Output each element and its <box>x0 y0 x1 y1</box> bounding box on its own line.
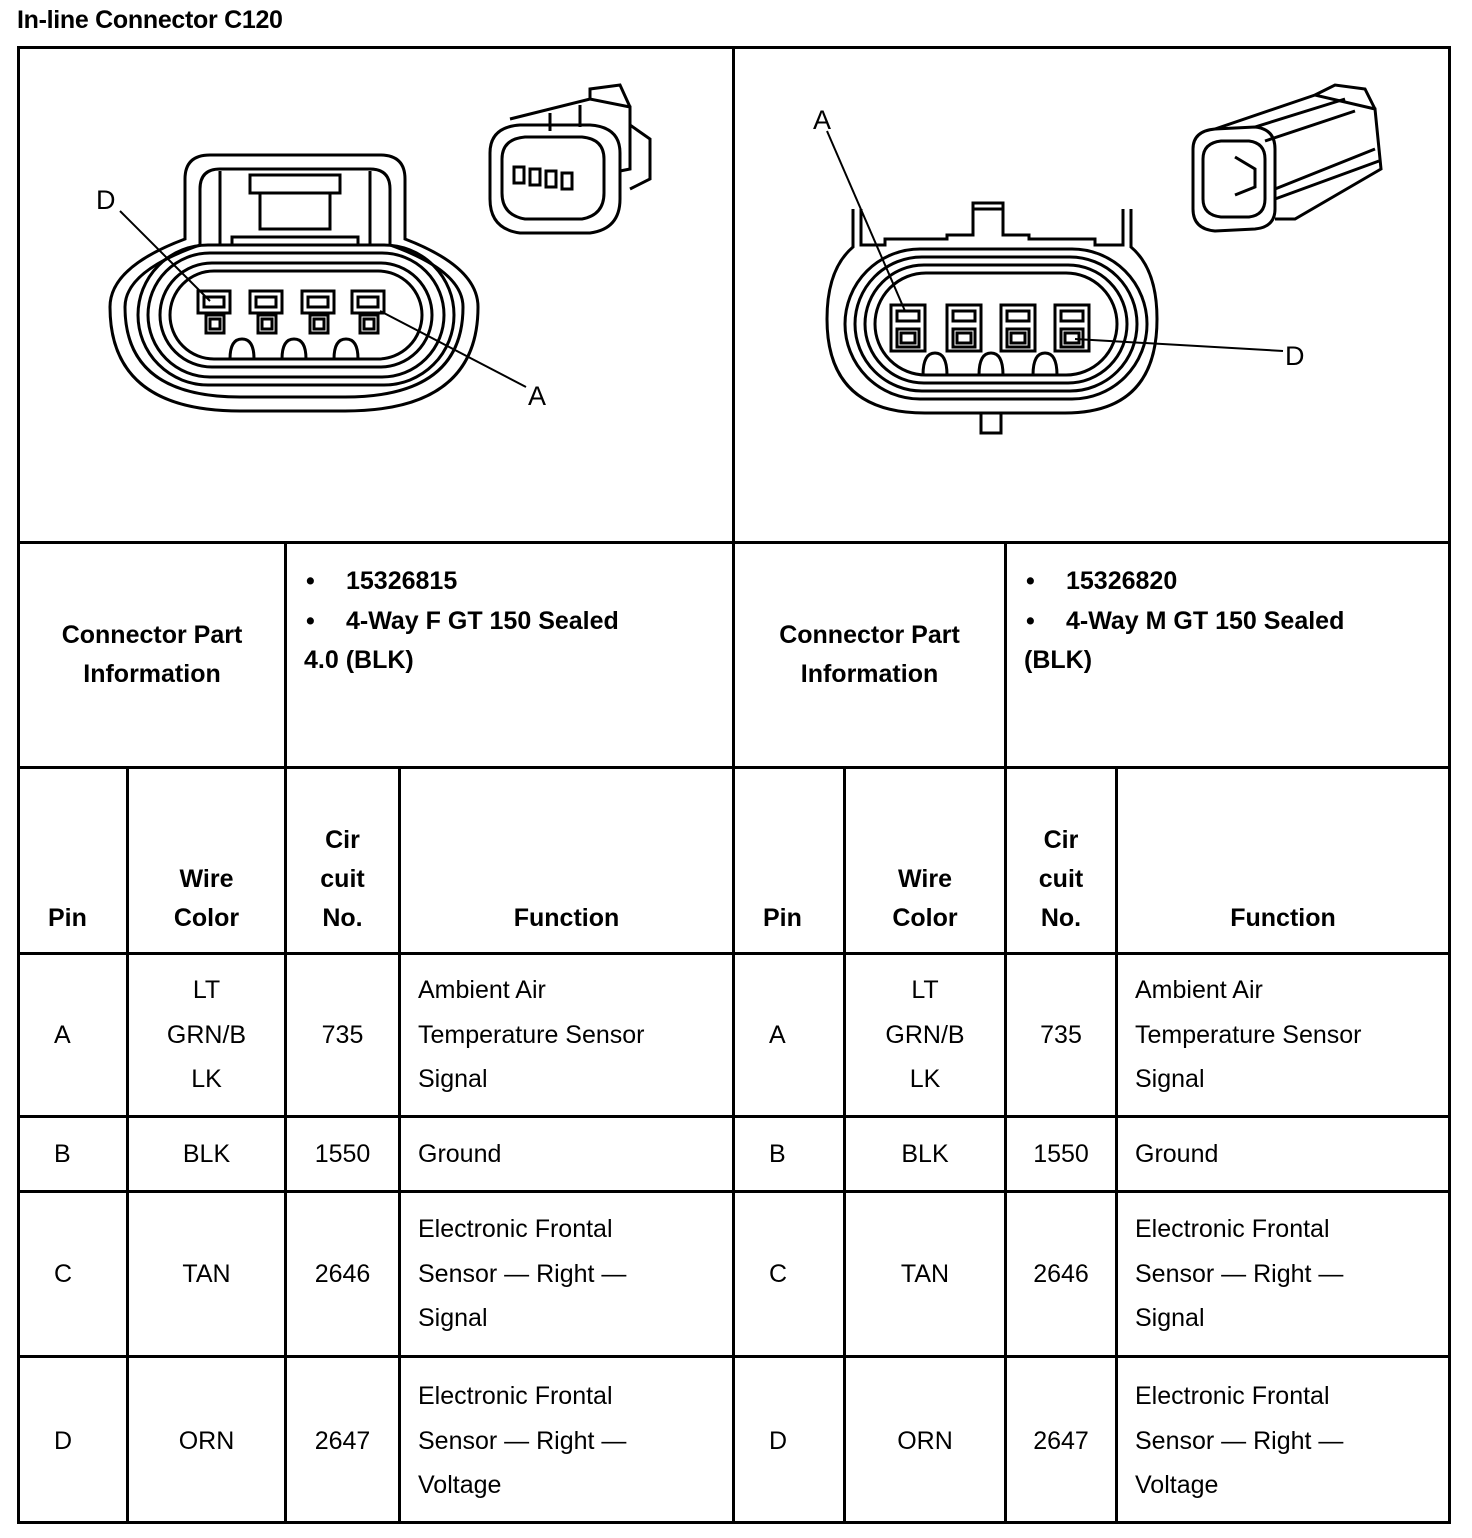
cell-circuit: 2646 <box>314 1259 371 1288</box>
cell-function: Ambient Air Temperature Sensor Signal <box>1135 976 1362 1094</box>
cell-function: Ground <box>418 1139 502 1168</box>
cell-pin: D <box>769 1426 788 1455</box>
part-description-cont: 4.0 (BLK) <box>304 646 414 674</box>
part-info-left: • 15326815 • 4-Way F GT 150 Sealed 4.0 (BLK) <box>287 544 732 766</box>
part-number: 15326820 <box>1066 567 1178 595</box>
page-title: In-line Connector C120 <box>17 6 283 34</box>
part-info-right: • 15326820 • 4-Way M GT 150 Sealed (BLK) <box>1007 544 1448 766</box>
part-info-label-right: Connector Part Information <box>779 621 960 688</box>
male-connector-diagram <box>735 49 1449 541</box>
cell-wire-color: BLK <box>182 1139 231 1168</box>
cell-wire-color: ORN <box>897 1426 953 1455</box>
cell-pin: A <box>769 1020 786 1049</box>
cell-wire-color: BLK <box>901 1139 949 1168</box>
part-info-label-left: Connector Part Information <box>61 621 243 688</box>
part-description: 4-Way F GT 150 Sealed <box>346 606 619 635</box>
cell-circuit: 735 <box>1040 1020 1082 1049</box>
pin-label-a: A <box>813 105 832 135</box>
cell-function: Electronic Frontal Sensor — Right — Voltage <box>418 1382 627 1500</box>
header-function: Function <box>513 904 620 932</box>
header-pin: Pin <box>48 904 87 932</box>
header-wire-color: Wire Color <box>173 865 240 932</box>
cell-circuit: 2647 <box>314 1426 371 1455</box>
pin-label-a: A <box>528 381 547 411</box>
header-wire-color: Wire Color <box>892 865 958 932</box>
cell-circuit: 2646 <box>1033 1259 1089 1288</box>
cell-pin: A <box>54 1020 71 1049</box>
cell-wire-color: LT GRN/B LK <box>166 976 247 1094</box>
cell-wire-color: LT GRN/B LK <box>885 976 965 1094</box>
cell-circuit: 1550 <box>314 1139 371 1168</box>
header-circuit: Cir cuit No. <box>320 826 365 932</box>
cell-wire-color: TAN <box>182 1259 231 1288</box>
cell-pin: C <box>769 1259 788 1288</box>
cell-wire-color: TAN <box>900 1259 950 1288</box>
cell-function: Electronic Frontal Sensor — Right — Voltage <box>1135 1382 1344 1500</box>
cell-pin: C <box>54 1259 73 1288</box>
cell-circuit: 735 <box>321 1020 364 1049</box>
cell-pin: D <box>54 1426 73 1455</box>
cell-function: Ambient Air Temperature Sensor Signal <box>418 976 645 1094</box>
header-function: Function <box>1230 904 1336 932</box>
cell-pin: B <box>769 1139 786 1168</box>
header-circuit: Cir cuit No. <box>1038 826 1084 932</box>
cell-wire-color: ORN <box>178 1426 235 1455</box>
part-number: 15326815 <box>346 567 458 595</box>
part-description: 4-Way M GT 150 Sealed <box>1066 606 1345 635</box>
cell-circuit: 2647 <box>1033 1426 1089 1455</box>
cell-function: Electronic Frontal Sensor — Right — Signal <box>418 1215 627 1333</box>
header-pin: Pin <box>763 904 802 932</box>
female-connector-diagram <box>20 49 732 541</box>
part-description-cont: (BLK) <box>1024 646 1093 674</box>
cell-pin: B <box>54 1139 71 1168</box>
pin-label-d: D <box>96 185 116 215</box>
cell-circuit: 1550 <box>1033 1139 1089 1168</box>
cell-function: Ground <box>1135 1139 1219 1168</box>
pin-label-d: D <box>1285 341 1305 371</box>
cell-function: Electronic Frontal Sensor — Right — Signal <box>1135 1215 1344 1333</box>
